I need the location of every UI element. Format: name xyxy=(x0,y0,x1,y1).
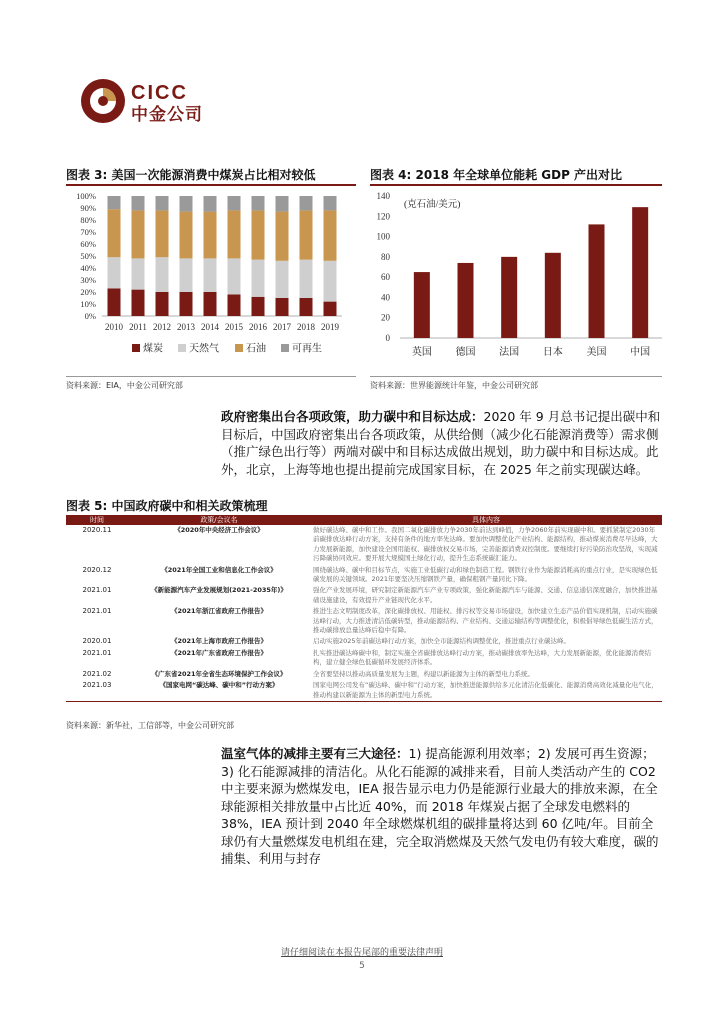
x-tick-label: 2015 xyxy=(225,322,243,332)
table-row xyxy=(66,565,662,586)
y-tick-label: 140 xyxy=(376,191,390,201)
y-tick-label: 100 xyxy=(376,231,390,242)
bar-天然气-2010 xyxy=(108,257,121,288)
y-tick-label: 40% xyxy=(80,263,96,273)
table-cell-name: 《国家电网“碳达峰、碳中和”行动方案》 xyxy=(128,680,310,701)
legend-swatch-可再生 xyxy=(281,344,289,352)
logo-en: CICC xyxy=(131,82,188,104)
x-tick-label: 2011 xyxy=(129,322,147,332)
policy-table xyxy=(66,515,662,702)
bar-中国 xyxy=(632,207,648,338)
paragraph-emission xyxy=(221,745,662,868)
table-row xyxy=(66,525,662,565)
cicc-logo-text xyxy=(131,82,203,126)
table-cell-name: 《2021年浙江省政府工作报告》 xyxy=(170,607,268,616)
x-tick-label: 2017 xyxy=(273,322,291,332)
table-header-date: 时间 xyxy=(66,515,128,525)
bar-可再生-2015 xyxy=(228,196,241,210)
bar-可再生-2012 xyxy=(156,196,169,210)
bar-天然气-2015 xyxy=(228,258,241,294)
table-cell-date: 2021.01 xyxy=(82,648,112,657)
table-cell-date: 2021.02 xyxy=(82,669,112,678)
table-cell-name: 《2021年全国工业和信息化工作会议》 xyxy=(161,565,277,574)
x-tick-label: 2013 xyxy=(177,322,195,332)
table-row xyxy=(66,680,662,701)
table-header-row xyxy=(66,515,662,525)
bar-石油-2011 xyxy=(132,210,145,258)
figure4-chart xyxy=(370,188,662,368)
bar-日本 xyxy=(545,253,561,338)
legend-label: 石油 xyxy=(246,343,266,355)
legend-label: 煤炭 xyxy=(143,343,163,355)
bar-天然气-2014 xyxy=(204,258,217,292)
figure5-source: 资料来源：新华社，工信部等，中金公司研究部 xyxy=(66,721,234,730)
bar-煤炭-2014 xyxy=(204,292,217,316)
legend-label: 天然气 xyxy=(189,343,219,355)
bar-煤炭-2011 xyxy=(132,290,145,316)
figure5-label: 图表 5: xyxy=(66,499,108,513)
bar-可再生-2014 xyxy=(204,196,217,212)
table-cell-content: 做好碳达峰、碳中和工作。我国二氧化碳排放力争2030年前达到峰值，力争2060年前实现碳中和。要抓紧制定2030年前碳排放达峰行动方案，支持有条件的地方率先达峰。要加快调整优化产业结构、能源结构，推动煤炭消费尽早达峰，大力发展新能源，加快建设全国用能权、碳排放权交易市场，完善能源消费双控制度。要继续打好污染防治攻坚战，实现减污降碳协同效应。要开展大规模国土绿化行动，提升生态系统碳汇能力。 xyxy=(313,526,658,563)
y-tick-label: 40 xyxy=(381,292,390,303)
bar-石油-2019 xyxy=(324,210,337,260)
x-tick-label: 法国 xyxy=(499,347,520,358)
figure3-title-text: 美国一次能源消费中煤炭占比相对较低 xyxy=(111,168,316,182)
table-cell-content: 全省要坚持以推动高质量发展为主题，构建以新能源为主体的新型电力系统。 xyxy=(313,669,534,678)
bar-石油-2012 xyxy=(156,210,169,257)
table-cell-content: 围绕碳达峰、碳中和目标节点，实施工业低碳行动和绿色制造工程。钢铁行业作为能源消耗高的重点行业，是实现绿色低碳发展的关键领域。2021年要坚决压缩钢铁产量，确保粗钢产量同比下降。 xyxy=(313,565,658,584)
logo-icon xyxy=(80,78,126,124)
paragraph-policy xyxy=(221,408,662,478)
x-tick-label: 2016 xyxy=(249,322,267,332)
y-tick-label: 10% xyxy=(80,299,96,309)
table-header-name: 政策/会议名 xyxy=(128,515,310,525)
bar-天然气-2019 xyxy=(324,261,337,302)
x-tick-label: 2019 xyxy=(321,322,339,332)
bar-可再生-2010 xyxy=(108,196,121,209)
bar-可再生-2013 xyxy=(180,196,193,212)
x-tick-label: 2014 xyxy=(201,322,219,332)
y-tick-label: 50% xyxy=(80,251,96,261)
table-cell-content: 推进生态文明制度改革，深化碳排放权、用能权、排污权等交易市场建设，加快建立生态产品价值实现机制，启动实施碳达峰行动，大力推进清洁低碳转型，推动能源结构、产业结构、交通运输结构等调整优化，积极倡导绿色低碳生活方式，推动碳排放总量达峰后稳中有降。 xyxy=(313,607,658,635)
legal-notice-link[interactable]: 请仔细阅读在本报告尾部的重要法律声明 xyxy=(280,948,443,958)
table-cell-name: 《2021年上海市政府工作报告》 xyxy=(170,637,268,646)
y-tick-label: 20% xyxy=(80,287,96,297)
logo-cn: 中金公司 xyxy=(131,105,203,124)
table-cell-date: 2021.01 xyxy=(82,607,112,616)
bar-天然气-2017 xyxy=(276,261,289,298)
paragraph-policy-lead: 政府密集出台各项政策，助力碳中和目标达成： xyxy=(221,409,484,424)
table-cell-name: 《新能源汽车产业发展规划(2021-2035年)》 xyxy=(151,586,287,595)
figure3-chart xyxy=(66,188,356,368)
table-header-content: 具体内容 xyxy=(310,515,662,525)
bar-煤炭-2013 xyxy=(180,292,193,316)
bar-可再生-2011 xyxy=(132,196,145,210)
table-cell-name: 《2020年中央经济工作会议》 xyxy=(174,526,264,534)
x-tick-label: 2010 xyxy=(105,322,123,332)
bar-煤炭-2018 xyxy=(300,298,313,316)
table-cell-name: 《广东省2021年全省生态环境保护工作会议》 xyxy=(151,669,287,678)
bar-天然气-2018 xyxy=(300,260,313,298)
legend-swatch-煤炭 xyxy=(132,344,140,352)
bar-石油-2016 xyxy=(252,210,265,259)
page-number: 5 xyxy=(359,961,365,971)
table-row xyxy=(66,606,662,636)
figure4-rule xyxy=(370,184,662,186)
bar-可再生-2019 xyxy=(324,196,337,210)
figure5-title-text: 中国政府碳中和相关政策梳理 xyxy=(111,499,268,513)
x-tick-label: 日本 xyxy=(542,347,563,358)
bar-煤炭-2017 xyxy=(276,298,289,316)
bar-可再生-2016 xyxy=(252,196,265,210)
bar-石油-2018 xyxy=(300,210,313,259)
y-tick-label: 60 xyxy=(381,272,390,283)
y-tick-label: 120 xyxy=(376,211,390,222)
y-tick-label: 30% xyxy=(80,275,96,285)
bar-天然气-2011 xyxy=(132,258,145,289)
bar-石油-2014 xyxy=(204,212,217,259)
bar-天然气-2013 xyxy=(180,258,193,292)
figure4-title-text: 2018 年全球单位能耗 GDP 产出对比 xyxy=(415,168,623,182)
y-tick-label: 100% xyxy=(76,191,96,201)
bar-煤炭-2012 xyxy=(156,292,169,316)
x-tick-label: 英国 xyxy=(411,347,432,358)
bar-德国 xyxy=(458,263,474,338)
x-tick-label: 美国 xyxy=(586,347,607,358)
y-tick-label: 20 xyxy=(381,312,390,323)
table-cell-content: 国家电网公司发布“碳达峰、碳中和”行动方案，加快推进能源供给多元化清洁化低碳化、能源消费高效化减量化电气化，推动构建以新能源为主体的新型电力系统。 xyxy=(310,680,662,701)
bar-美国 xyxy=(589,224,605,338)
cicc-logo-mark xyxy=(80,78,126,124)
legend-swatch-石油 xyxy=(235,344,243,352)
table-cell-date: 2021.03 xyxy=(66,680,128,701)
table-row xyxy=(66,585,662,606)
bar-可再生-2017 xyxy=(276,196,289,212)
paragraph-emission-body: 1) 提高能源利用效率；2) 发展可再生资源；3) 化石能源减排的清洁化。从化石能源的减排来看，目前人类活动产生的 CO2 中主要来源为燃煤发电，IEA 报告显示电力仍是能源行业最大的排放来源，在全球能源相关排放量中占比近 40%，而 2018 年煤炭占据了全球发电燃料的 38%，IEA 预计到 2040 年全球燃煤机组的碳排量将达到 60 亿吨/年。目前全球仍有大量燃煤发电机组在建，完全取消燃煤及天然气发电仍有较大难度，碳的捕集、利用与封存 xyxy=(221,746,659,866)
y-tick-label: 80% xyxy=(80,215,96,225)
bar-石油-2017 xyxy=(276,212,289,261)
x-tick-label: 2018 xyxy=(297,322,315,332)
bar-石油-2015 xyxy=(228,210,241,258)
paragraph-emission-lead: 温室气体的减排主要有三大途径： xyxy=(221,746,409,761)
bar-煤炭-2010 xyxy=(108,288,121,316)
y-tick-label: 80 xyxy=(381,251,390,262)
x-tick-label: 2012 xyxy=(153,322,171,332)
y-tick-label: 70% xyxy=(80,227,96,237)
bar-天然气-2016 xyxy=(252,260,265,297)
bar-可再生-2018 xyxy=(300,196,313,210)
legend-swatch-天然气 xyxy=(178,344,186,352)
bar-煤炭-2016 xyxy=(252,297,265,316)
y-tick-label: 90% xyxy=(80,203,96,213)
figure4-title xyxy=(370,166,622,183)
table-cell-content: 扎实推进碳达峰碳中和，制定实施全省碳排放达峰行动方案，推动碳排放率先达峰，大力发展新能源，优化能源消费结构，建立健全绿色低碳循环发展经济体系。 xyxy=(313,648,651,667)
table-cell-name: 《2021年广东省政府工作报告》 xyxy=(170,648,268,657)
y-tick-label: 0 xyxy=(385,333,390,343)
legend-label: 可再生 xyxy=(292,343,322,355)
bar-煤炭-2019 xyxy=(324,302,337,316)
y-axis-unit-label: (克石油/美元) xyxy=(404,200,461,210)
bar-天然气-2012 xyxy=(156,257,169,292)
x-tick-label: 德国 xyxy=(455,347,476,358)
table-cell-date: 2020.01 xyxy=(82,637,112,646)
figure5-title xyxy=(66,497,268,514)
bar-法国 xyxy=(501,257,517,338)
figure4-label: 图表 4: xyxy=(370,168,412,182)
figure3-label: 图表 3: xyxy=(66,168,108,182)
bar-英国 xyxy=(414,272,430,338)
figure4-source: 资料来源：世界能源统计年鉴，中金公司研究部 xyxy=(370,381,538,390)
figure3-title xyxy=(66,166,316,183)
bar-煤炭-2015 xyxy=(228,294,241,316)
y-tick-label: 60% xyxy=(80,239,96,249)
table-cell-date: 2021.01 xyxy=(82,586,112,595)
figure3-rule xyxy=(66,184,356,186)
bar-石油-2013 xyxy=(180,212,193,259)
bar-石油-2010 xyxy=(108,209,121,257)
table-cell-content: 强化产业发展环境，研究制定新能源汽车产业专项政策，强化新能源汽车与能源、交通、信息通信深度融合，加快推进基础设施建设，有效提升产业链现代化水平。 xyxy=(313,586,658,604)
figure4-bottom-rule xyxy=(370,376,662,377)
paragraph-policy-body: 2020 年 9 月总书记提出碳中和目标后，中国政府密集出台各项政策，从供给侧（减少化石能源消费等）需求侧（推广绿色出行等）两端对碳中和目标达成做出规划，助力碳中和目标达成。此外，北京，上海等地也提出提前完成国家目标，在 2025 年之前实现碳达峰。 xyxy=(221,409,661,477)
table-cell-date: 2020.11 xyxy=(82,526,112,534)
table-row xyxy=(66,669,662,680)
table-row xyxy=(66,648,662,669)
table-cell-content: 启动实施2025年前碳达峰行动方案，加快全市能源结构调整优化，推进重点行业碳达峰。 xyxy=(313,637,571,646)
figure3-source: 资料来源：EIA，中金公司研究部 xyxy=(66,381,183,390)
y-tick-label: 0% xyxy=(84,311,96,321)
x-tick-label: 中国 xyxy=(630,347,651,358)
figure3-bottom-rule xyxy=(66,376,356,377)
table-row xyxy=(66,636,662,647)
table-cell-date: 2020.12 xyxy=(82,565,112,574)
